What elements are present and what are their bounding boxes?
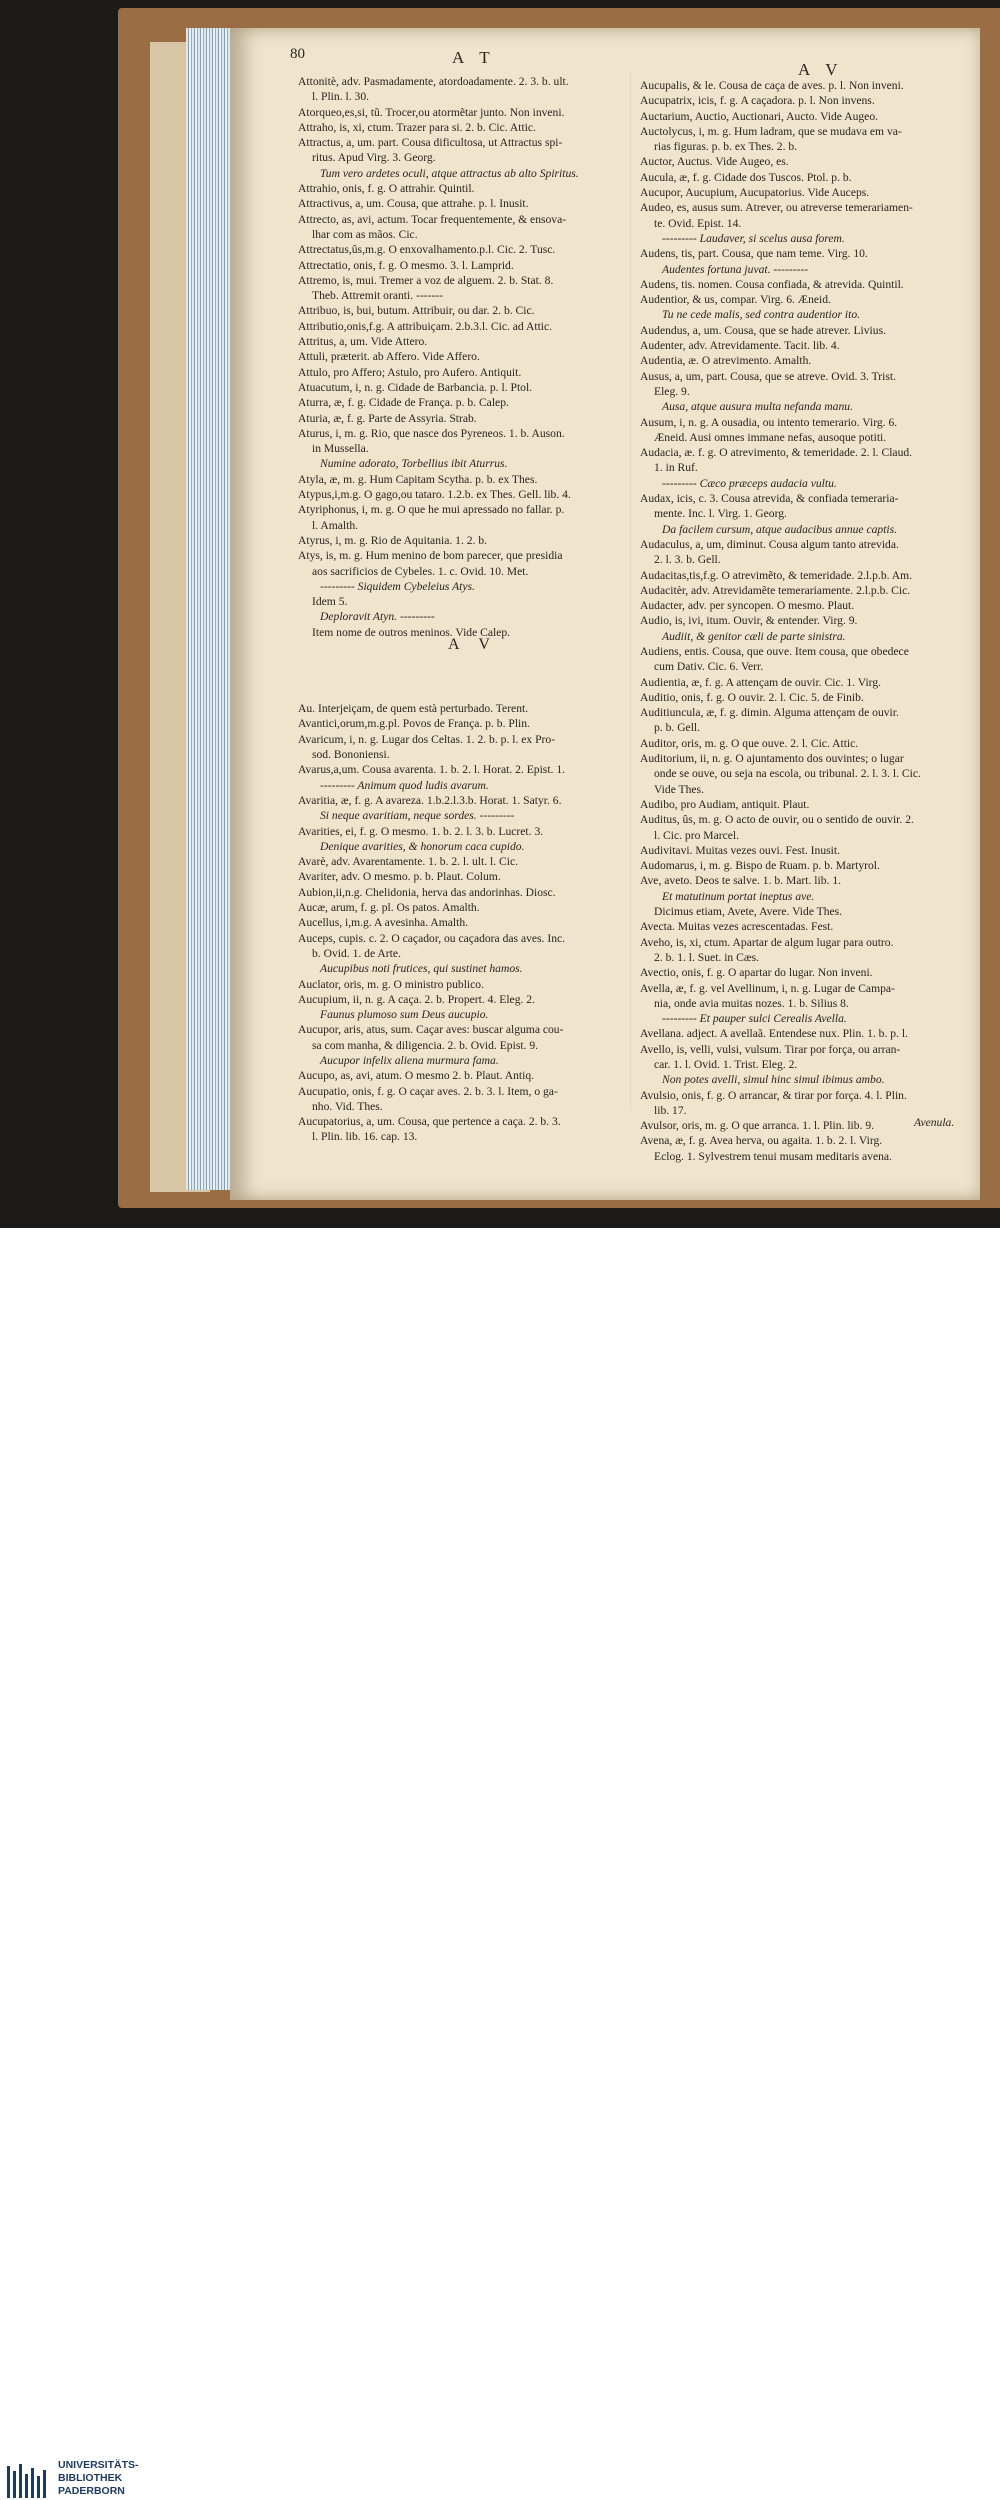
dictionary-line	[298, 671, 630, 686]
dictionary-line: Eleg. 9.	[654, 384, 690, 398]
dictionary-line: Aucula, æ, f. g. Cidade dos Tuscos. Ptol. p. b.	[640, 170, 852, 184]
dictionary-line: Audio, is, ivi, itum. Ouvir, & entender. Virg. 9.	[640, 614, 858, 628]
dictionary-line: Aucupor, Aucupium, Aucupatorius. Vide Auceps.	[640, 186, 870, 200]
dictionary-line: Audacitas,tis,f.g. O atrevimẽto, & temeridade. 2.l.p.b. Am.	[640, 568, 913, 582]
dictionary-line: Atys, is, m. g. Hum menino de bom parecer, que presidia	[298, 549, 563, 563]
dictionary-line: Aveho, is, xi, ctum. Apartar de algum lugar para outro.	[640, 935, 894, 949]
dictionary-line: aos sacrificios de Cybeles. 1. c. Ovid. 10. Met.	[312, 564, 529, 578]
dictionary-line: Auctarium, Auctio, Auctionari, Aucto. Vide Augeo.	[640, 109, 879, 123]
dictionary-line: 2. l. 3. b. Gell.	[654, 553, 721, 567]
running-header-right: A V	[798, 60, 844, 79]
dictionary-line	[298, 655, 630, 670]
dictionary-line: l. Plin. lib. 16. cap. 13.	[312, 1130, 418, 1144]
dictionary-line: Ausus, a, um, part. Cousa, que se atreve. Ovid. 3. Trist.	[640, 369, 897, 383]
dictionary-line: b. Ovid. 1. de Arte.	[312, 946, 401, 960]
dictionary-line	[298, 686, 630, 701]
dictionary-line: Aubion,ii,n.g. Chelidonia, herva das andorinhas. Diosc.	[298, 885, 556, 899]
dictionary-line: Atyriphonus, i, m. g. O que he mui apressado no fallar. p.	[298, 503, 565, 517]
left-column	[298, 74, 630, 1145]
dictionary-line: Aucupor, aris, atus, sum. Caçar aves: buscar alguma cou-	[298, 1023, 564, 1037]
dictionary-line: Auditiuncula, æ, f. g. dimin. Alguma attençam de ouvir.	[640, 706, 899, 720]
dictionary-line: Avarities, ei, f. g. O mesmo. 1. b. 2. l. 3. b. Lucret. 3.	[298, 824, 544, 838]
dictionary-line: Et matutinum portat ineptus ave.	[662, 889, 815, 903]
dictionary-line: Aturus, i, m. g. Rio, que nasce dos Pyreneos. 1. b. Auson.	[298, 426, 565, 440]
dictionary-line: Item nome de outros meninos. Vide Calep.	[312, 625, 511, 639]
dictionary-line: Audacter, adv. per syncopen. O mesmo. Plaut.	[640, 599, 855, 613]
dictionary-line: l. Amalth.	[312, 518, 359, 532]
dictionary-line: Numine adorato, Torbellius ibit Aturrus.	[320, 457, 508, 471]
dictionary-line: Audentes fortuna juvat. ---------	[662, 262, 809, 276]
running-header-left: A T	[452, 48, 496, 67]
page-edges	[186, 28, 234, 1190]
dictionary-line: Audibo, pro Audiam, antiquit. Plaut.	[640, 797, 810, 811]
dictionary-line: Attritus, a, um. Vide Attero.	[298, 335, 428, 349]
dictionary-line: te. Ovid. Epist. 14.	[654, 216, 742, 230]
dictionary-line: --------- Siquidem Cybeleius Atys.	[320, 579, 475, 593]
dictionary-line: Tu ne cede malis, sed contra audentior ito.	[662, 308, 861, 322]
dictionary-line: --------- Animum quod ludis avarum.	[320, 778, 489, 792]
dictionary-line: Audens, tis, part. Cousa, que nam teme. Virg. 10.	[640, 247, 868, 261]
dictionary-line: Audomarus, i, m. g. Bispo de Ruam. p. b. Martyrol.	[640, 859, 880, 873]
dictionary-line: p. b. Gell.	[654, 721, 701, 735]
dictionary-line: Attrahio, onis, f. g. O attrahir. Quintil.	[298, 182, 475, 196]
dictionary-line: Ave, aveto. Deos te salve. 1. b. Mart. lib. 1.	[640, 874, 842, 888]
library-name	[58, 2459, 139, 2498]
dictionary-line: Avellana. adject. A avellaã. Entendese nux. Plin. 1. b. p. l.	[640, 1027, 908, 1041]
dictionary-line: Attrectatus,ûs,m.g. O enxovalhamento.p.l. Cic. 2. Tusc.	[298, 243, 556, 257]
dictionary-line: Aucæ, arum, f. g. pl. Os patos. Amalth.	[298, 901, 480, 915]
dictionary-line: Faunus plumoso sum Deus aucupio.	[320, 1008, 489, 1022]
dictionary-line: Attulo, pro Affero; Astulo, pro Aufero. Antiquit.	[298, 365, 522, 379]
page-number: 80	[290, 46, 305, 62]
dictionary-line: Avulsio, onis, f. g. O arrancar, & tirar por força. 4. l. Plin.	[640, 1088, 907, 1102]
dictionary-line: Denique avarities, & honorum caca cupido.	[320, 839, 525, 853]
dictionary-line: Aucupium, ii, n. g. A caça. 2. b. Propert. 4. Eleg. 2.	[298, 992, 535, 1006]
dictionary-line: Aucupo, as, avi, atum. O mesmo 2. b. Plaut. Antiq.	[298, 1069, 535, 1083]
dictionary-line: sa com manha, & diligencia. 2. b. Ovid. Epist. 9.	[312, 1038, 539, 1052]
dictionary-line: Aucupibus noti frutices, qui sustinet hamos.	[320, 962, 523, 976]
dictionary-line: Avella, æ, f. g. vel Avellinum, i, n. g. Lugar de Campa-	[640, 981, 895, 995]
dictionary-line: Attribuo, is, bui, butum. Attribuir, ou dar. 2. b. Cic.	[298, 304, 535, 318]
dictionary-line: Avello, is, velli, vulsi, vulsum. Tirar por força, ou arran-	[640, 1042, 901, 1056]
dictionary-line: Auditorium, ii, n. g. O ajuntamento dos ouvintes; o lugar	[640, 752, 904, 766]
dictionary-line: Attractus, a, um. part. Cousa dificultosa, ut Attractus spi-	[298, 136, 563, 150]
dictionary-line: Avectio, onis, f. g. O apartar do lugar. Non inveni.	[640, 966, 873, 980]
dictionary-line: Atyla, æ, m. g. Hum Capitam Scytha. p. b. ex Thes.	[298, 472, 538, 486]
dictionary-line: Atuacutum, i, n. g. Cidade de Barbancia. p. l. Ptol.	[298, 380, 533, 394]
dictionary-line: Avecta. Muitas vezes acrescentadas. Fest.	[640, 920, 834, 934]
dictionary-line: rias figuras. p. b. ex Thes. 2. b.	[654, 140, 798, 154]
dictionary-line: 1. in Ruf.	[654, 461, 698, 475]
dictionary-line: Attonitè, adv. Pasmadamente, atordoadamente. 2. 3. b. ult.	[298, 75, 569, 88]
dictionary-line: Idem 5.	[312, 595, 348, 609]
dictionary-line: Avulsor, oris, m. g. O que arranca. 1. l. Plin. lib. 9.	[640, 1119, 875, 1133]
dictionary-line: Dicimus etiam, Avete, Avere. Vide Thes.	[654, 905, 843, 919]
dictionary-line: Au. Interjeiçam, de quem està perturbado. Terent.	[298, 702, 529, 716]
dictionary-line: Atorqueo,es,si, tũ. Trocer,ou atormẽtar junto. Non inveni.	[298, 105, 565, 119]
dictionary-line: onde se ouve, ou seja na escola, ou tribunal. 2. l. 3. l. Cic.	[654, 767, 921, 781]
dictionary-line: Da facilem cursum, atque audacibus annue captis.	[662, 522, 898, 536]
dictionary-line: sod. Bononiensi.	[312, 748, 390, 762]
dictionary-line: l. Plin. l. 30.	[312, 90, 370, 104]
dictionary-line: Aturra, æ, f. g. Cidade de França. p. b. Calep.	[298, 396, 509, 410]
dictionary-line: Eclog. 1. Sylvestrem tenui musam meditaris avena.	[654, 1149, 892, 1163]
dictionary-line: lhar com as mãos. Cic.	[312, 227, 418, 241]
dictionary-line: Audientia, æ, f. g. A attençam de ouvir. Cic. 1. Virg.	[640, 675, 882, 689]
column-gutter	[630, 70, 631, 1110]
dictionary-line: Avarus,a,um. Cousa avarenta. 1. b. 2. l. Horat. 2. Epist. 1.	[298, 763, 566, 777]
dictionary-line: Aucupalis, & le. Cousa de caça de aves. p. l. Non inveni.	[640, 79, 904, 92]
dictionary-line: Deploravit Atyn. ---------	[320, 610, 435, 624]
dictionary-line: Audivitavi. Muitas vezes ouvi. Fest. Inusit.	[640, 843, 840, 857]
dictionary-line: Aucupatrix, icis, f. g. A caçadora. p. l. Non invens.	[640, 94, 875, 108]
dictionary-line: Vide Thes.	[654, 782, 704, 796]
dictionary-line: 2. b. 1. l. Suet. in Cæs.	[654, 950, 760, 964]
library-name-line2: BIBLIOTHEK	[58, 2472, 123, 2484]
dictionary-line: Auclator, oris, m. g. O ministro publico.	[298, 977, 484, 991]
dictionary-line: Non potes avelli, simul hinc simul ibimus ambo.	[662, 1073, 885, 1087]
dictionary-line: Attrectatio, onis, f. g. O mesmo. 3. l. Lamprid.	[298, 258, 514, 272]
dictionary-line: Audentior, & us, compar. Virg. 6. Æneid.	[640, 293, 831, 307]
library-name-line1: UNIVERSITÄTS-	[58, 2459, 139, 2471]
dictionary-line: Audendus, a, um. Cousa, que se hade atrever. Livius.	[640, 323, 886, 337]
dictionary-line: Ausa, atque ausura multa nefanda manu.	[662, 400, 853, 414]
dictionary-line: Aucupor infelix aliena murmura fama.	[320, 1054, 499, 1067]
dictionary-line: Avarè, adv. Avarentamente. 1. b. 2. l. ult. l. Cic.	[298, 855, 519, 869]
dictionary-line: --------- Et pauper sulci Cerealis Avella.	[662, 1012, 847, 1026]
dictionary-line: Attremo, is, mui. Tremer a voz de alguem. 2. b. Stat. 8.	[298, 273, 554, 287]
library-logo-icon	[6, 2462, 50, 2500]
dictionary-line: Theb. Attremit oranti. -------	[312, 289, 444, 303]
dictionary-line: l. Cic. pro Marcel.	[654, 828, 739, 842]
dictionary-line: Auctolycus, i, m. g. Hum ladram, que se mudava em va-	[640, 124, 902, 138]
dictionary-line: Audax, icis, c. 3. Cousa atrevida, & confiada temeraria-	[640, 492, 899, 506]
dictionary-line: Auceps, cupis. c. 2. O caçador, ou caçadora das aves. Inc.	[298, 931, 566, 945]
dictionary-line: Attractivus, a, um. Cousa, que attrahe. p. l. Inusit.	[298, 197, 529, 211]
scanned-book-spread	[0, 0, 1000, 1228]
library-name-line3: PADERBORN	[58, 2485, 125, 2497]
dictionary-line: Aucupatorius, a, um. Cousa, que pertence a caça. 2. b. 3.	[298, 1115, 561, 1129]
dictionary-line: mente. Inc. l. Virg. 1. Georg.	[654, 507, 787, 521]
dictionary-line: Tum vero ardetes oculi, atque attractus ab alto Spiritus.	[320, 166, 579, 180]
dictionary-line: Auditio, onis, f. g. O ouvir. 2. l. Cic. 5. de Finib.	[640, 690, 864, 704]
dictionary-line: lib. 17.	[654, 1103, 687, 1117]
section-heading: A V	[448, 636, 498, 653]
dictionary-line: Æneid. Ausi omnes immane nefas, ausoque potiti.	[654, 430, 887, 444]
dictionary-line: Auditor, oris, m. g. O que ouve. 2. l. Cic. Attic.	[640, 736, 859, 750]
dictionary-line: Auditus, ûs, m. g. O acto de ouvir, ou o sentido de ouvir. 2.	[640, 813, 914, 827]
dictionary-line: Attuli, præterit. ab Affero. Vide Affero.	[298, 350, 480, 364]
dictionary-line: Audaculus, a, um, diminut. Cousa algum tanto atrevida.	[640, 537, 899, 551]
dictionary-line: Audacitèr, adv. Atrevidamẽte temerariamente. 2.l.p.b. Cic.	[640, 583, 911, 597]
dictionary-line: Auctor, Auctus. Vide Augeo, es.	[640, 155, 789, 169]
dictionary-line: --------- Cæco præceps audacia vultu.	[662, 476, 837, 490]
dictionary-line: Avaritia, æ, f. g. A avareza. 1.b.2.l.3.b. Horat. 1. Satyr. 6.	[298, 793, 562, 807]
dictionary-line: Attrecto, as, avi, actum. Tocar frequentemente, & ensova-	[298, 212, 567, 226]
dictionary-line: Aucellus, i,m.g. A avesinha. Amalth.	[298, 916, 469, 930]
dictionary-line: Atyrus, i, m. g. Rio de Aquitania. 1. 2. b.	[298, 533, 488, 547]
dictionary-line: ritus. Apud Virg. 3. Georg.	[312, 151, 436, 165]
dictionary-line: --------- Laudaver, si scelus ausa forem.	[662, 231, 845, 245]
library-footer	[0, 1228, 1000, 2497]
dictionary-line: Audiit, & genitor cæli de parte sinistra.	[662, 629, 846, 643]
catchword: Avenula.	[914, 1116, 955, 1129]
dictionary-line: Attraho, is, xi, ctum. Trazer para si. 2. b. Cic. Attic.	[298, 120, 536, 134]
dictionary-line: Avaricum, i, n. g. Lugar dos Celtas. 1. 2. b. p. l. ex Pro-	[298, 732, 556, 746]
dictionary-line: Ausum, i, n. g. A ousadia, ou intento temerario. Virg. 6.	[640, 415, 898, 429]
dictionary-line: cum Dativ. Cic. 6. Verr.	[654, 660, 764, 674]
dictionary-line: Audiens, entis. Cousa, que ouve. Item cousa, que obedece	[640, 644, 909, 658]
dictionary-line: car. 1. l. Ovid. 1. Trist. Eleg. 2.	[654, 1058, 798, 1071]
dictionary-line: Atypus,i,m.g. O gago,ou tataro. 1.2.b. ex Thes. Gell. lib. 4.	[298, 488, 571, 502]
dictionary-line: Audacia, æ. f. g. O atrevimento, & temeridade. 2. l. Claud.	[640, 446, 913, 460]
dictionary-line: Audentia, æ. O atrevimento. Amalth.	[640, 354, 812, 368]
dictionary-line: nho. Vid. Thes.	[312, 1099, 383, 1113]
dictionary-line: Aucupatio, onis, f. g. O caçar aves. 2. b. 3. l. Item, o ga-	[298, 1084, 558, 1098]
dictionary-line: Aturia, æ, f. g. Parte de Assyria. Strab.	[298, 411, 477, 425]
dictionary-line: Audens, tis. nomen. Cousa confiada, & atrevida. Quintil.	[640, 277, 904, 291]
dictionary-line: Avariter, adv. O mesmo. p. b. Plaut. Colum.	[298, 870, 501, 884]
dictionary-line: Audenter, adv. Atrevidamente. Tacit. lib. 4.	[640, 339, 840, 353]
dictionary-line: Avantici,orum,m.g.pl. Povos de França. p. b. Plin.	[298, 717, 530, 731]
dictionary-line: Si neque avaritiam, neque sordes. ---------	[320, 809, 515, 823]
dictionary-line: Audeo, es, ausus sum. Atrever, ou atreverse temerariamen-	[640, 201, 913, 215]
dictionary-line: in Mussella.	[312, 442, 369, 456]
right-column	[640, 78, 974, 1164]
dictionary-line: Attributio,onis,f.g. A attribuiçam. 2.b.3.l. Cic. ad Attic.	[298, 319, 553, 333]
dictionary-line: Avena, æ, f. g. Avea herva, ou agaita. 1. b. 2. l. Virg.	[640, 1134, 883, 1148]
dictionary-line: nia, onde avia muitas nozes. 1. b. Silius 8.	[654, 996, 849, 1010]
